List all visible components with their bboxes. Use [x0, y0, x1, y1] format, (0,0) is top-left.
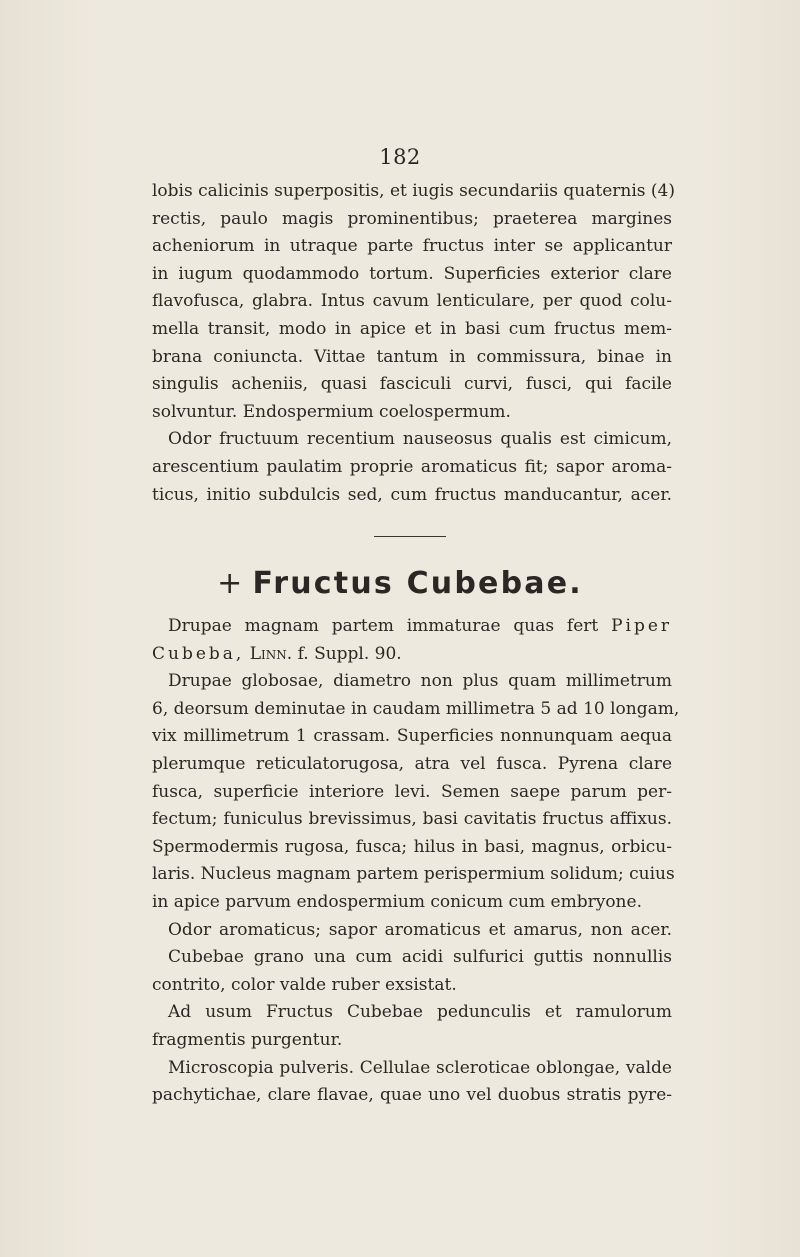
text-line: brana coniuncta. Vittae tantum in commissura, binae in — [152, 346, 672, 367]
text-line: Drupae globosae, diametro non plus quam millimetrum — [168, 671, 672, 692]
text-line: solvuntur. Endospermium coelospermum. — [152, 401, 511, 422]
cross-icon: + — [217, 566, 245, 601]
text-line: in iugum quodammodo tortum. Superficies exterior clare — [152, 263, 672, 284]
text-line: Microscopia pulveris. Cellulae scleroticae oblongae, valde — [168, 1057, 672, 1078]
page-number: 182 — [379, 145, 421, 169]
genus-name: Piper — [611, 616, 673, 636]
text-line: contrito, color valde ruber exsistat. — [152, 974, 457, 995]
text-line — [152, 641, 672, 669]
text-line: Odor aromaticus; sapor aromaticus et amarus, non acer. — [168, 919, 672, 940]
text-span: f. Suppl. 90. — [297, 643, 402, 664]
text-line: mella transit, modo in apice et in basi cum fructus mem- — [152, 318, 672, 339]
text-line: Odor fructuum recentium nauseosus qualis est cimicum, — [168, 429, 672, 450]
text-line: 6, deorsum deminutae in caudam millimetra 5 ad 10 longam, — [152, 698, 680, 719]
text-line: arescentium paulatim proprie aromaticus fit; sapor aroma- — [152, 456, 672, 477]
text-line: fragmentis purgentur. — [152, 1029, 343, 1050]
text-line: in apice parvum endospermium conicum cum embryone. — [152, 891, 642, 912]
author-name: Linn. — [249, 643, 293, 664]
text-line: lobis calicinis superpositis, et iugis secundariis quaternis (4) — [152, 181, 675, 201]
text-line: ticus, initio subdulcis sed, cum fructus manducantur, acer. — [152, 484, 672, 505]
text-line: laris. Nucleus magnam partem perispermium solidum; cuius — [152, 864, 675, 885]
text-line: pachytichae, clare flavae, quae uno vel duobus stratis pyre- — [152, 1085, 672, 1106]
text-line: plerumque reticulatorugosa, atra vel fusca. Pyrena clare — [152, 753, 672, 774]
text-block-continued — [152, 178, 675, 509]
text-line: Ad usum Fructus Cubebae pedunculis et ramulorum — [168, 1002, 672, 1023]
text-line: fectum; funiculus brevissimus, basi cavitatis fructus affixus. — [152, 809, 672, 830]
text-line: vix millimetrum 1 crassam. Superficies nonnunquam aequa — [152, 726, 672, 747]
text-line: Cubebae grano una cum acidi sulfurici guttis nonnullis — [168, 947, 672, 968]
species-name: Cubeba, — [152, 643, 245, 664]
section-title: Fructus Cubebae. — [252, 566, 583, 601]
text-line: Spermodermis rugosa, fusca; hilus in basi, magnus, orbicu- — [152, 836, 672, 857]
text-line: rectis, paulo magis prominentibus; praeterea margines — [152, 208, 672, 229]
text-line: fusca, superficie interiore levi. Semen saepe parum per- — [152, 781, 672, 802]
text-line: flavofusca, glabra. Intus cavum lenticulare, per quod colu- — [152, 291, 672, 312]
text-block-cubebae — [152, 613, 680, 1110]
text-line: singulis acheniis, quasi fasciculi curvi, fusci, qui facile — [152, 374, 672, 395]
text-span: Drupae magnam partem immaturae quas fert — [168, 616, 599, 636]
text-line: acheniorum in utraque parte fructus inter se applicantur — [152, 236, 672, 257]
section-divider — [374, 536, 446, 537]
section-heading — [0, 566, 800, 601]
text-line — [152, 613, 672, 641]
